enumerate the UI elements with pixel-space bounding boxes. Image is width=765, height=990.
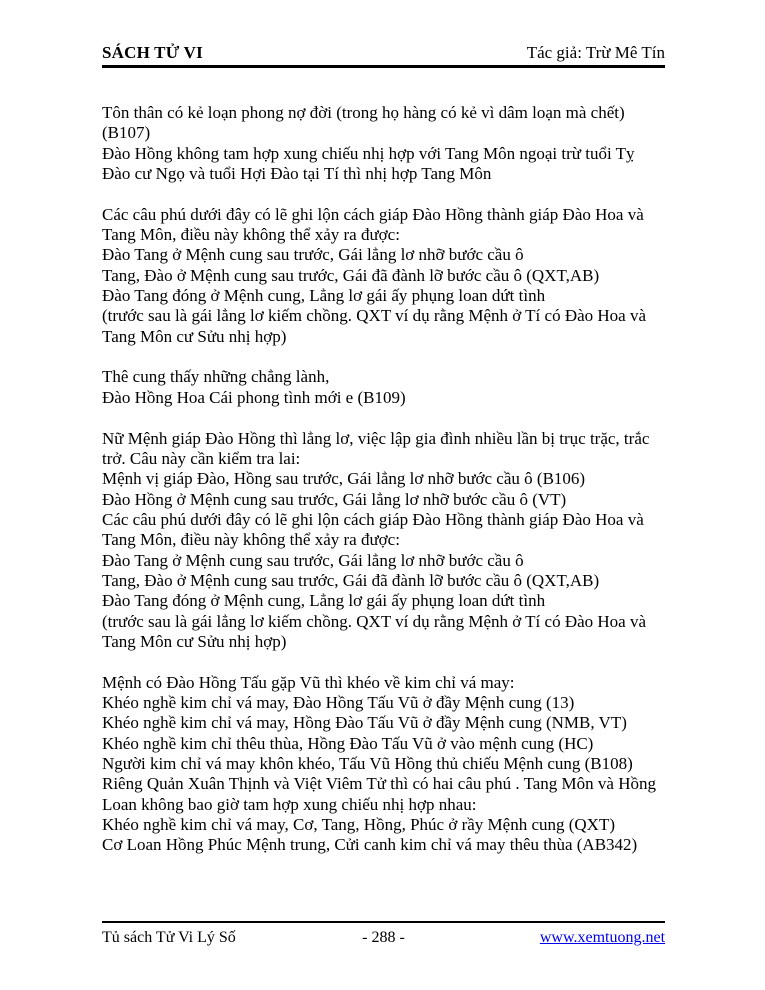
paragraph bbox=[102, 673, 677, 856]
text-line: Loan không bao giờ tam hợp xung chiếu nhị hợp nhau: bbox=[102, 794, 477, 814]
text-line: Mệnh vị giáp Đào, Hồng sau trước, Gái lẳng lơ nhỡ bước cầu ô (B106) bbox=[102, 469, 586, 489]
text-line: Người kim chỉ vá may khôn khéo, Tấu Vũ Hồng thủ chiếu Mệnh cung (B108) bbox=[102, 754, 633, 773]
text-line: Các câu phú dưới đây có lẽ ghi lộn cách giáp Đào Hồng thành giáp Đào Hoa và bbox=[102, 509, 644, 529]
page-body bbox=[102, 103, 677, 856]
text-line: (trước sau là gái lẳng lơ kiếm chồng. QXT ví dụ rằng Mệnh ở Tí có Đào Hoa và bbox=[102, 611, 647, 631]
text-line: Đào Hồng ở Mệnh cung sau trước, Gái lẳng lơ nhỡ bước cầu ô (VT) bbox=[102, 489, 567, 509]
text-line: Đào Hồng Hoa Cái phong tình mới e (B109) bbox=[102, 387, 406, 407]
footer-link-wrap bbox=[477, 928, 665, 947]
header-author: Tác giả: Trừ Mê Tín bbox=[526, 43, 665, 62]
footer-series-title: Tủ sách Tử Vi Lý Số bbox=[102, 929, 236, 946]
text-line: Các câu phú dưới đây có lẽ ghi lộn cách giáp Đào Hồng thành giáp Đào Hoa và bbox=[102, 204, 644, 224]
text-line: Đào Tang ở Mệnh cung sau trước, Gái lẳng lơ nhỡ bước cầu ô bbox=[102, 550, 524, 570]
text-line: Cơ Loan Hồng Phúc Mệnh trung, Cửi canh kim chỉ vá may thêu thùa (AB342) bbox=[102, 835, 638, 855]
paragraph bbox=[102, 205, 677, 347]
text-line: Riêng Quản Xuân Thịnh và Việt Viêm Tử thì có hai câu phú . Tang Môn và Hồng bbox=[102, 774, 656, 794]
text-line: Khéo nghề kim chỉ vá may, Cơ, Tang, Hồng, Phúc ở rầy Mệnh cung (QXT) bbox=[102, 815, 615, 835]
text-line: Khéo nghề kim chỉ vá may, Hồng Đào Tấu Vũ ở đầy Mệnh cung (NMB, VT) bbox=[102, 713, 627, 733]
paragraph bbox=[102, 429, 677, 653]
footer-page-number: - 288 - bbox=[362, 929, 405, 946]
text-line: (trước sau là gái lẳng lơ kiếm chồng. QXT ví dụ rằng Mệnh ở Tí có Đào Hoa và bbox=[102, 306, 647, 326]
text-line: Thê cung thấy những chẳng lành, bbox=[102, 367, 330, 387]
text-line: Tang, Đào ở Mệnh cung sau trước, Gái đã đành lỡ bước cầu ô (QXT,AB) bbox=[102, 265, 600, 285]
text-line: Tang Môn cư Sửu nhị hợp) bbox=[102, 631, 287, 651]
text-line: Tang Môn, điều này không thể xảy ra được: bbox=[102, 225, 400, 245]
text-line: Đào Tang ở Mệnh cung sau trước, Gái lẳng lơ nhỡ bước cầu ô bbox=[102, 245, 524, 265]
text-line: Nữ Mệnh giáp Đào Hồng thì lẳng lơ, việc lập gia đình nhiều lần bị trục trặc, trắc bbox=[102, 428, 650, 448]
text-line: (B107) bbox=[102, 123, 151, 143]
text-line: trở. Câu này cần kiểm tra lai: bbox=[102, 448, 301, 468]
page-header bbox=[102, 44, 665, 68]
text-line: Khéo nghề kim chỉ vá may, Đào Hồng Tấu Vũ ở đầy Mệnh cung (13) bbox=[102, 692, 575, 712]
text-line: Đào Tang đóng ở Mệnh cung, Lẳng lơ gái ấy phụng loan dứt tình bbox=[102, 286, 546, 306]
text-line: Đào Hồng không tam hợp xung chiếu nhị hợp với Tang Môn ngoại trừ tuổi Tỵ bbox=[102, 143, 635, 163]
header-book-title: SÁCH TỬ VI bbox=[102, 43, 203, 62]
text-line: Đào cư Ngọ và tuổi Hợi Đào tại Tí thì nhị hợp Tang Môn bbox=[102, 164, 492, 184]
text-line: Tôn thân có kẻ loạn phong nợ đời (trong họ hàng có kẻ vì dâm loạn mà chết) bbox=[102, 103, 625, 122]
text-line: Tang Môn, điều này không thể xảy ra được: bbox=[102, 530, 400, 550]
page-footer bbox=[102, 921, 665, 947]
paragraph bbox=[102, 103, 677, 184]
text-line: Tang, Đào ở Mệnh cung sau trước, Gái đã đành lỡ bước cầu ô (QXT,AB) bbox=[102, 570, 600, 590]
website-link[interactable]: www.xemtuong.net bbox=[539, 929, 666, 946]
paragraph bbox=[102, 367, 677, 408]
text-line: Đào Tang đóng ở Mệnh cung, Lẳng lơ gái ấy phụng loan dứt tình bbox=[102, 591, 546, 611]
text-line: Tang Môn cư Sửu nhị hợp) bbox=[102, 326, 287, 346]
text-line: Mệnh có Đào Hồng Tấu gặp Vũ thì khéo về kim chỉ vá may: bbox=[102, 672, 515, 692]
text-line: Khéo nghề kim chỉ thêu thùa, Hồng Đào Tấu Vũ ở vào mệnh cung (HC) bbox=[102, 733, 594, 753]
